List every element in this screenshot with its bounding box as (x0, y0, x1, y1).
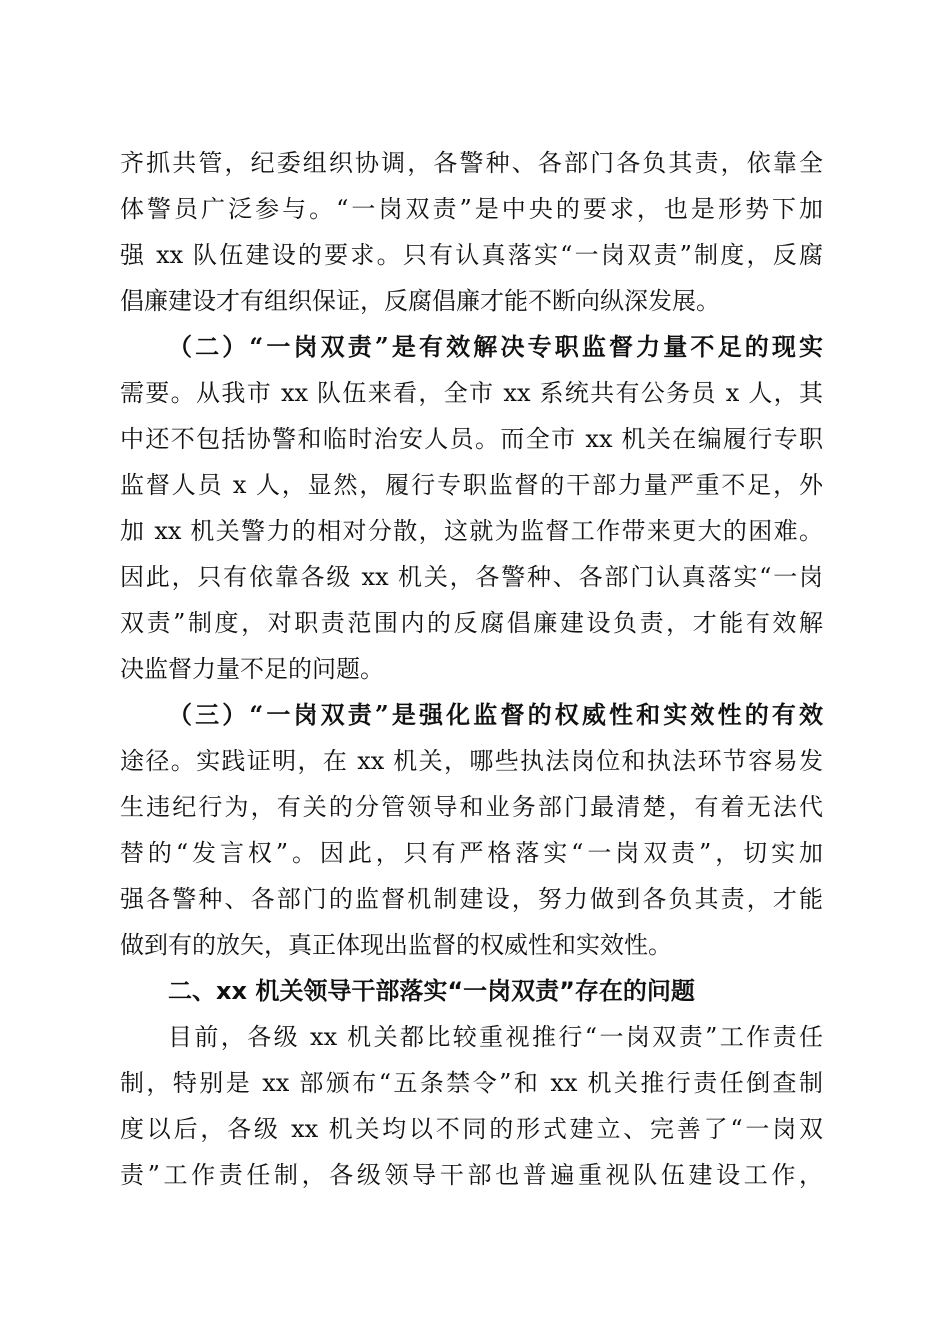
section-heading: 二、xx 机关领导干部落实“一岗双责”存在的问题 (168, 977, 695, 1005)
text-line: 决监督力量不足的问题。 (120, 655, 384, 683)
text-line: 制，特别是 xx 部颁布“五条禁令”和 xx 机关推行责任倒查制 (120, 1069, 823, 1097)
text-line: 体警员广泛参与。“一岗双责”是中央的要求，也是形势下加 (120, 195, 823, 223)
text-line: 齐抓共管，纪委组织协调，各警种、各部门各负其责，依靠全 (120, 149, 823, 177)
text-line: 生违纪行为，有关的分管领导和业务部门最清楚，有着无法代 (120, 793, 823, 821)
text-line: 强 xx 队伍建设的要求。只有认真落实“一岗双责”制度，反腐 (120, 241, 823, 269)
text-line: 双责”制度，对职责范围内的反腐倡廉建设负责，才能有效解 (120, 609, 823, 637)
text-line: 度以后，各级 xx 机关均以不同的形式建立、完善了“一岗双 (120, 1115, 823, 1143)
text-line: 责”工作责任制，各级领导干部也普遍重视队伍建设工作， (120, 1161, 823, 1189)
text-line: 因此，只有依靠各级 xx 机关，各警种、各部门认真落实“一岗 (120, 563, 823, 591)
text-line: 中还不包括协警和临时治安人员。而全市 xx 机关在编履行专职 (120, 425, 823, 453)
subsection-heading-line: （三）“一岗双责”是强化监督的权威性和实效性的有效 (168, 700, 823, 729)
text-line: 监督人员 x 人，显然，履行专职监督的干部力量严重不足，外 (120, 471, 823, 499)
text-line: 做到有的放矢，真正体现出监督的权威性和实效性。 (120, 931, 672, 959)
subsection-heading-line: （二）“一岗双责”是有效解决专职监督力量不足的现实 (168, 332, 823, 361)
text-line: 加 xx 机关警力的相对分散，这就为监督工作带来更大的困难。 (120, 517, 823, 545)
text-line: 倡廉建设才有组织保证，反腐倡廉才能不断向纵深发展。 (120, 287, 720, 315)
text-line: 替的“发言权”。因此，只有严格落实“一岗双责”，切实加 (120, 839, 823, 867)
text-line: 强各警种、各部门的监督机制建设，努力做到各负其责，才能 (120, 885, 823, 913)
text-line: 需要。从我市 xx 队伍来看，全市 xx 系统共有公务员 x 人，其 (120, 379, 823, 407)
text-line: 目前，各级 xx 机关都比较重视推行“一岗双责”工作责任 (168, 1023, 823, 1051)
text-line: 途径。实践证明，在 xx 机关，哪些执法岗位和执法环节容易发 (120, 747, 823, 775)
